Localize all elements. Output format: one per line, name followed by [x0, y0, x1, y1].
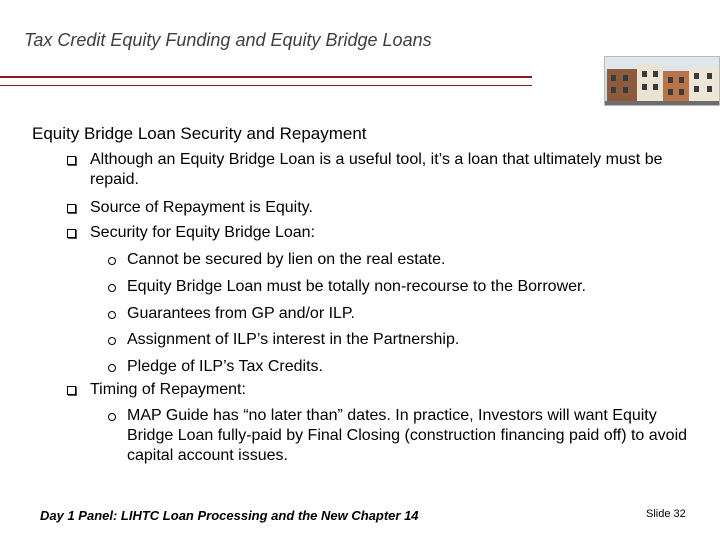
slide-number: Slide 32: [646, 508, 686, 520]
slide-title: Tax Credit Equity Funding and Equity Bridge Loans: [24, 30, 432, 50]
circle-bullet-icon: [108, 284, 116, 292]
circle-bullet-icon: [108, 413, 116, 421]
sub-bullet-item: MAP Guide has “no later than” dates. In practice, Investors will want Equity Bridge Loan fully-paid by Final Closing (construction financing paid off) to avoid capital account issues.: [127, 407, 688, 464]
sub-bullet-item: Guarantees from GP and/or ILP.: [127, 305, 355, 322]
checkbox-bullet-icon: [67, 386, 76, 395]
building-photo: [604, 56, 720, 106]
title-rule: [0, 76, 532, 78]
section-heading: Equity Bridge Loan Security and Repayment: [32, 124, 367, 143]
bullet-item: Security for Equity Bridge Loan:: [90, 224, 316, 241]
checkbox-bullet-icon: [67, 156, 76, 165]
checkbox-bullet-icon: [67, 204, 76, 213]
sub-bullet-item: Assignment of ILP’s interest in the Partnership.: [127, 331, 460, 348]
checkbox-bullet-icon: [67, 229, 76, 238]
sub-bullet-item: Pledge of ILP’s Tax Credits.: [127, 358, 323, 375]
sub-bullet-item: Equity Bridge Loan must be totally non-recourse to the Borrower.: [127, 278, 586, 295]
bullet-item: Source of Repayment is Equity.: [90, 199, 313, 216]
title-rule-thin: [0, 85, 532, 86]
bullet-item: Timing of Repayment:: [90, 381, 246, 398]
circle-bullet-icon: [108, 311, 116, 319]
footer-text: Day 1 Panel: LIHTC Loan Processing and the New Chapter 14: [40, 508, 419, 523]
circle-bullet-icon: [108, 337, 116, 345]
sub-bullet-item: Cannot be secured by lien on the real estate.: [127, 251, 446, 268]
circle-bullet-icon: [108, 257, 116, 265]
bullet-item: Although an Equity Bridge Loan is a useful tool, it’s a loan that ultimately must be repaid.: [90, 151, 663, 188]
circle-bullet-icon: [108, 364, 116, 372]
